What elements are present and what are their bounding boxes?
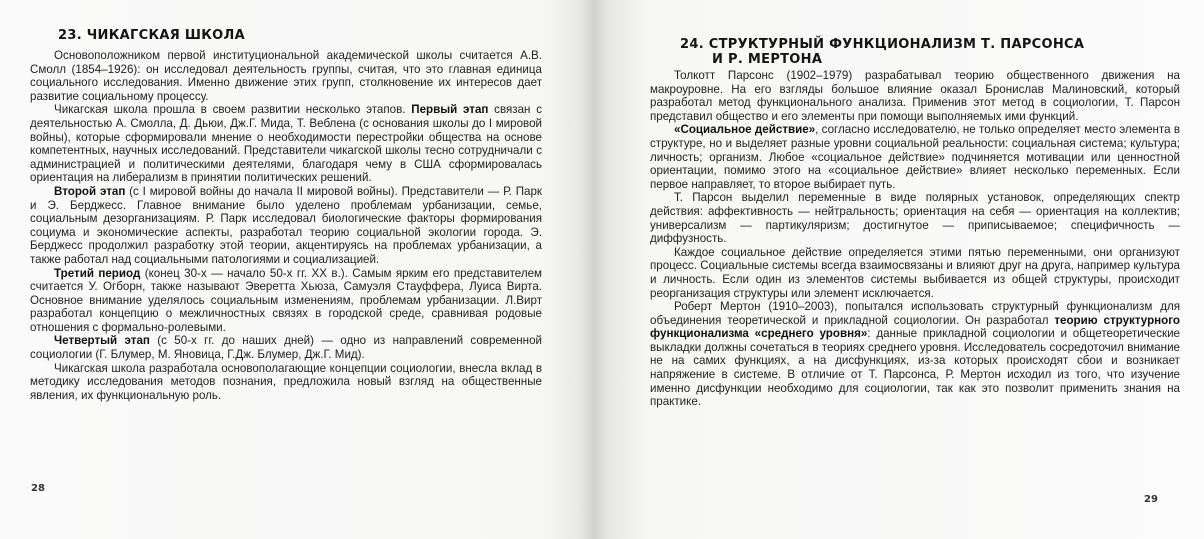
paragraph: [650, 246, 1180, 300]
paragraph-text: Толкотт Парсонс (1902–1979) разрабатывал теорию общественного движения на макроуровне. На его взгляды большое влияние оказал Бронислав Малиновский, который разработал метод функционального анализа. Применив этот метод в социологии, Т. Парсон представил общество и его элементы при помощи выполняемых ими функций.: [650, 69, 1180, 123]
paragraph: [30, 362, 542, 403]
paragraph-lead: «Социальное действие»: [674, 123, 816, 137]
paragraph-lead: Первый этап: [411, 103, 489, 117]
heading-line: И Р. МЕРТОНА: [712, 52, 823, 67]
right-page: [628, 0, 1204, 539]
paragraph-text: связан с деятельностью А. Смолла, Д. Дьюи, Дж.Г. Мида, Т. Веблена (с основания школы до I мировой войны), которые сформировали мнение о необходимости перестройки общества на основе компетентных, научных исследований. Представители чикагской школы тесно сотрудничали с администрацией и политическими деятелями, благодаря чему в США сформировалась ориентация на либерализм в принятии политических решений.: [30, 103, 542, 185]
paragraph-text: : данные прикладной социологии и общетеоретические выкладки должны сочетаться в теориях среднего уровня. Исследователь сосредоточил внимание не на самих функциях, а на дисфункциях, из-за которых происходят сбои и возникает напряжение в системе. В отличие от Т. Парсонса, Р. Мертон исходил из того, что изучение именно дисфункции необходимо для социологии, так как это позволит применить знания на практике.: [650, 327, 1180, 409]
paragraph-lead: Второй этап: [54, 184, 126, 198]
paragraph-text: Т. Парсон выделил переменные в виде полярных установок, определяющих спектр действия: аффективность — нейтральность; ориентация на себя — ориентация на коллектив; универсализм — партикуляризм; достигнутое — приписываемое; специфичность — диффузность.: [650, 191, 1180, 246]
paragraph-text: Роберт Мертон (1910–2003), попытался использовать структурный функционализм для объединения теоретической и прикладной социологии. Он разработал: [650, 300, 1180, 327]
paragraph: [30, 49, 542, 103]
left-page-number: 28: [31, 483, 45, 494]
paragraph-text: (конец 30-х — начало 50-х гг. XX в.). Самым ярким его представителем считается У. Огборн, также называют Эверетта Хьюза, Самуэля Стауффера, Луиса Вирта. Основное внимание уделялось социальным изменениям, проблемам урбанизации. Л.Вирт разработал концепцию о межличностных связях в городской среде, сравнивая родовые отношения с формально-ролевыми.: [30, 266, 543, 334]
paragraph-lead: теорию структурного функционализма «среднего уровня»: [650, 313, 1180, 341]
paragraph: [650, 123, 1180, 191]
paragraph: [30, 185, 542, 267]
paragraph-text: , согласно исследователю, не только определяет место элемента в структуре, но и выделяет разные уровни социальной реальности: социальная система; культура; личность; организм. Любое «социальное действие» подчиняется мотивации или ценностной ориентации, помимо этого на «социальное действие» влияет несколько переменных. Если первое направляет, то второе выбирает путь.: [650, 123, 1181, 191]
right-page-heading: [680, 37, 1084, 67]
right-page-body: [650, 69, 1180, 409]
right-page-number: 29: [1144, 494, 1158, 505]
left-page: [0, 0, 560, 539]
paragraph: [30, 103, 542, 185]
left-page-heading: 23. ЧИКАГСКАЯ ШКОЛА: [58, 28, 245, 43]
paragraph-text: Каждое социальное действие определяется этими пятью переменными, они организуют процесс. Социальные системы всегда взаимосвязаны и влияют друг на друга, например культура и личность. Если один из элементов системы выбивается из общей структуры, происходит реорганизация структуры или элемент исключается.: [650, 245, 1180, 300]
paragraph: [650, 300, 1180, 409]
heading-line: 24. СТРУКТУРНЫЙ ФУНКЦИОНАЛИЗМ Т. ПАРСОНСА: [680, 37, 1085, 52]
left-page-body: [30, 49, 542, 402]
paragraph: [650, 191, 1180, 245]
paragraph: [650, 69, 1180, 123]
paragraph-lead: Четвертый этап: [54, 334, 150, 348]
paragraph-text: (с I мировой войны до начала II мировой войны). Представители — Р. Парк и Э. Берджесс. Главное внимание было уделено проблемам урбанизации, семье, социальным дезорганизациям. Р. Парк исследовал биологические факторы формирования социума и экономические аспекты, разработал теорию социальной экологии города. Э. Берджесс продолжил разработку этой теории, акцентируясь на проблемах урбанизации, а также работал над социальными патологиями и социализацией.: [30, 184, 543, 266]
paragraph: [30, 334, 542, 361]
paragraph-text: Чикагская школа разработала основополагающие концепции социологии, внесла вклад в методику исследования методов познания, предложила новый взгляд на общественные явления, их функциональную роль.: [30, 361, 542, 402]
paragraph-text: (с 50-х гг. до наших дней) — одно из направлений современной социологии (Г. Блумер, М. Яновица, Г.Дж. Блумер, Дж.Г. Мид).: [30, 334, 542, 362]
paragraph-lead: Третий период: [54, 266, 141, 280]
paragraph-text: Чикагская школа прошла в своем развитии несколько этапов.: [54, 103, 412, 117]
paragraph-text: Основоположником первой институциональной академической школы считается А.В. Смолл (1854–1926): он исследовал деятельность группы, считая, что это главная единица социального исследования. Именно движение этих групп, столкновение их интересов дает развитие социальному процессу.: [30, 49, 542, 103]
paragraph: [30, 267, 542, 335]
